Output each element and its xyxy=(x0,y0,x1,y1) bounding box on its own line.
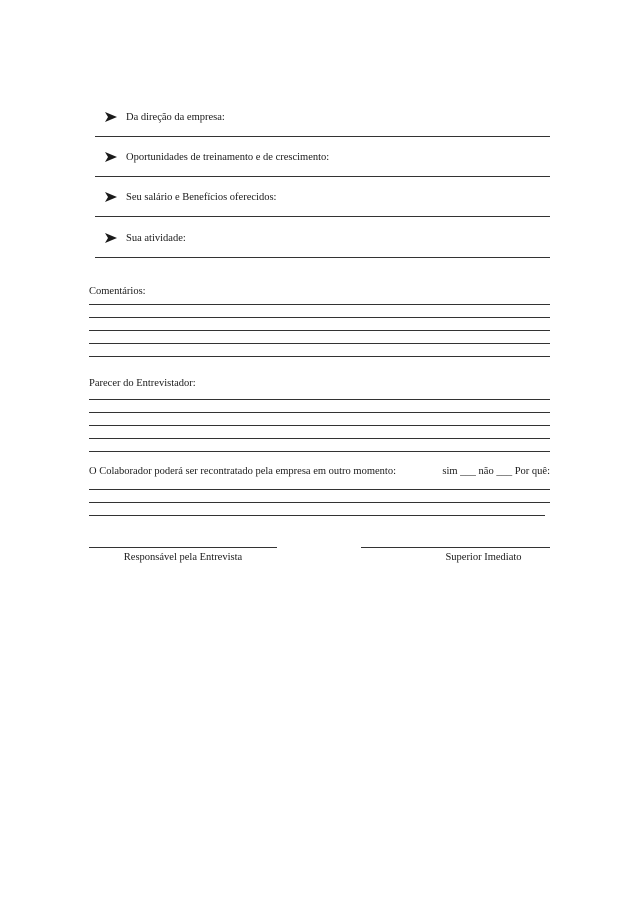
interviewer-line[interactable] xyxy=(89,399,550,400)
comments-label: Comentários: xyxy=(89,286,146,297)
comment-line[interactable] xyxy=(89,343,550,344)
rehire-lines xyxy=(89,489,550,516)
bullet-item-activity xyxy=(95,231,550,258)
answer-line[interactable] xyxy=(95,176,550,177)
arrow-bullet-icon xyxy=(104,191,118,203)
signature-label-supervisor: Superior Imediato xyxy=(445,552,522,563)
comments-section xyxy=(89,285,550,357)
rehire-section xyxy=(89,465,550,516)
signature-supervisor xyxy=(361,547,550,564)
arrow-bullet-icon xyxy=(104,111,118,123)
bullet-label: Oportunidades de treinamento e de crescimento: xyxy=(126,151,330,163)
interviewer-line[interactable] xyxy=(89,438,550,439)
arrow-bullet-icon xyxy=(104,232,118,244)
interviewer-label: Parecer do Entrevistador: xyxy=(89,378,196,389)
interviewer-section xyxy=(89,377,550,452)
answer-line[interactable] xyxy=(95,216,550,217)
bullet-line xyxy=(95,110,550,124)
bullet-line xyxy=(95,190,550,204)
comment-line[interactable] xyxy=(89,330,550,331)
signature-line[interactable] xyxy=(89,547,277,548)
bullet-item-direction xyxy=(95,110,550,137)
signature-label-interviewer: Responsável pela Entrevista xyxy=(123,552,243,563)
rehire-line[interactable] xyxy=(89,515,545,516)
comment-line[interactable] xyxy=(89,304,550,305)
bullet-item-training xyxy=(95,150,550,177)
rehire-question-row xyxy=(89,465,550,478)
comment-line[interactable] xyxy=(89,356,550,357)
arrow-bullet-icon xyxy=(104,151,118,163)
bullet-label: Seu salário e Benefícios oferecidos: xyxy=(126,191,277,203)
interviewer-line[interactable] xyxy=(89,425,550,426)
bullet-line xyxy=(95,231,550,245)
interviewer-line[interactable] xyxy=(89,412,550,413)
rehire-question: O Colaborador poderá ser recontratado pela empresa em outro momento: xyxy=(89,466,397,477)
signature-line[interactable] xyxy=(361,547,550,548)
comment-line[interactable] xyxy=(89,317,550,318)
rehire-options[interactable]: sim ___ não ___ Por quê: xyxy=(442,466,550,477)
interviewer-lines xyxy=(89,399,550,452)
answer-line[interactable] xyxy=(95,136,550,137)
signature-interviewer xyxy=(89,547,277,564)
rehire-line[interactable] xyxy=(89,502,550,503)
answer-line[interactable] xyxy=(95,257,550,258)
bullet-label: Da direção da empresa: xyxy=(126,111,225,123)
bullet-line xyxy=(95,150,550,164)
comments-lines xyxy=(89,304,550,357)
bullet-label: Sua atividade: xyxy=(126,232,186,244)
rehire-line[interactable] xyxy=(89,489,550,490)
bullet-item-salary xyxy=(95,190,550,217)
interviewer-line[interactable] xyxy=(89,451,550,452)
